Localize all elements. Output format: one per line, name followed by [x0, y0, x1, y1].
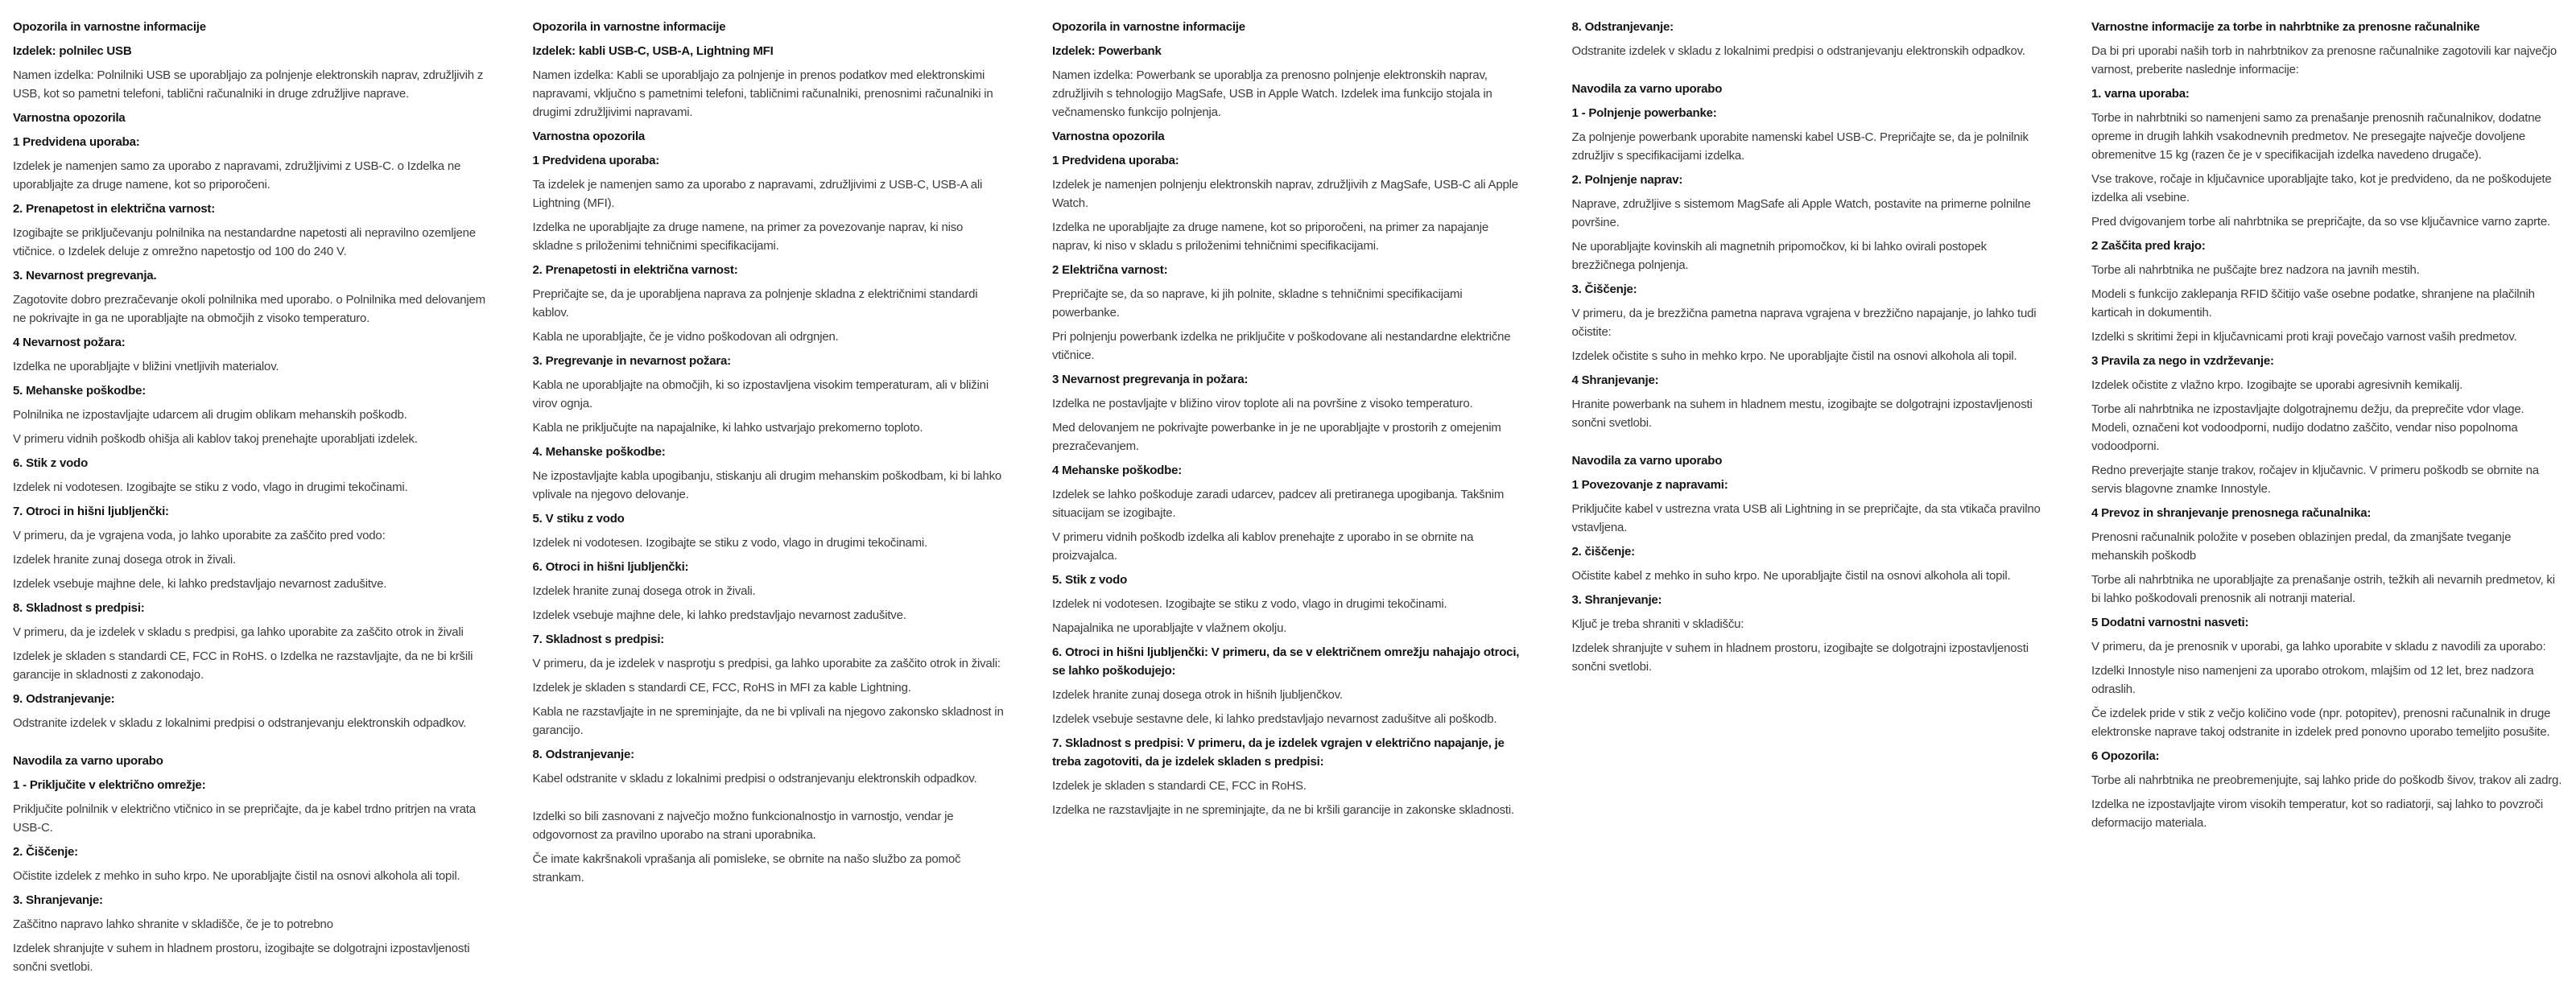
section-heading: 2. Polnjenje naprav: — [1571, 173, 1683, 187]
section-heading: 4 Shranjevanje: — [1571, 373, 1659, 387]
paragraph: Namen izdelka: Powerbank se uporablja za prenosno polnjenje elektronskih naprav, združljivih s tehnologijo MagSafe, USB in Apple Watch. Izdelek ima funkcijo stojala in večnamensko funkcijo polnjenja. — [1052, 68, 1492, 119]
paragraph: Izdelek je namenjen samo za uporabo z napravami, združljivimi z USB-C. o Izdelka ne uporabljajte za druge namene, kot so priporočeni. — [13, 159, 461, 192]
paragraph: Izdelka ne uporabljajte za druge namene, na primer za povezovanje naprav, ki niso skladne s priloženimi tehničnimi specifikacijami. — [532, 221, 964, 253]
section-heading: 1 - Polnjenje powerbanke: — [1571, 106, 1717, 120]
paragraph: Izdelka ne razstavljajte in ne spreminjajte, da ne bi kršili garancije in zakonske skladnosti. — [1052, 803, 1515, 817]
paragraph: Izdelek je skladen s standardi CE, FCC, RoHS in MFI za kable Lightning. — [532, 681, 911, 695]
text-column-3 — [1052, 18, 1525, 982]
paragraph: Naprave, združljive s sistemom MagSafe ali Apple Watch, postavite na primerne polnilne površine. — [1571, 197, 2031, 229]
section-heading: 3. Čiščenje: — [1571, 282, 1637, 296]
section-heading: 4 Mehanske poškodbe: — [1052, 464, 1183, 477]
section-heading: Navodila za varno uporabo — [13, 754, 163, 768]
section-heading: Opozorila in varnostne informacije — [532, 20, 726, 34]
section-heading: 4 Nevarnost požara: — [13, 336, 126, 349]
paragraph: Izdelek shranjujte v suhem in hladnem prostoru, izogibajte se dolgotrajni izpostavljenosti sončni svetlobi. — [13, 942, 470, 974]
section-heading: 5 Dodatni varnostni nasveti: — [2091, 616, 2249, 629]
paragraph: Prenosni računalnik položite v poseben oblazinjen predal, da zmanjšate tveganje mehanskih poškodb — [2091, 530, 2512, 563]
paragraph: Izdelek hranite zunaj dosega otrok in živali. — [532, 584, 756, 598]
paragraph: Izdelki Innostyle niso namenjeni za uporabo otrokom, mlajšim od 12 let, brez nadzora odraslih. — [2091, 664, 2534, 696]
paragraph: Kabla ne razstavljajte in ne spreminjajte, da ne bi vplivali na njegovo zakonsko skladnost in garancijo. — [532, 705, 1004, 737]
text-column-1 — [13, 18, 486, 982]
section-heading: 2 Električna varnost: — [1052, 263, 1168, 277]
paragraph: Ta izdelek je namenjen samo za uporabo z napravami, združljivimi z USB-C, USB-A ali Lightning (MFI). — [532, 178, 983, 210]
paragraph: Priključite polnilnik v električno vtičnico in se prepričajte, da je kabel trdno pritrjen na vrata USB-C. — [13, 802, 476, 835]
paragraph: Vse trakove, ročaje in ključavnice uporabljajte tako, kot je predvideno, da ne poškodujete izdelka ali vsebine. — [2091, 172, 2552, 204]
section-heading: Opozorila in varnostne informacije — [13, 20, 206, 34]
paragraph: Ne izpostavljajte kabla upogibanju, stiskanju ali drugim mehanskim poškodbam, ki bi lahko vplivale na njegovo delovanje. — [532, 469, 1002, 501]
paragraph: V primeru, da je izdelek v skladu s predpisi, ga lahko uporabite za zaščito otrok in živali — [13, 625, 464, 639]
section-heading: 1 Predvidena uporaba: — [1052, 154, 1179, 167]
paragraph: Izdelki so bili zasnovani z največjo možno funkcionalnostjo in varnostjo, vendar je odgovornost za pravilno uporabo na strani uporabnika. — [532, 810, 954, 842]
section-heading: 2. Prenapetosti in električna varnost: — [532, 263, 738, 277]
paragraph: Kabel odstranite v skladu z lokalnimi predpisi o odstranjevanju elektronskih odpadkov. — [532, 772, 977, 785]
section-heading: 8. Odstranjevanje: — [532, 748, 634, 761]
section-heading: 5. Stik z vodo — [1052, 573, 1128, 587]
section-heading: 6 Opozorila: — [2091, 749, 2160, 763]
section-heading: Varnostna opozorila — [532, 130, 646, 143]
section-heading: 8. Skladnost s predpisi: — [13, 601, 145, 615]
section-heading: Navodila za varno uporabo — [1571, 454, 1723, 468]
section-heading: 1 Povezovanje z napravami: — [1571, 478, 1728, 492]
section-heading: 6. Stik z vodo — [13, 456, 89, 470]
paragraph: Za polnjenje powerbank uporabite namenski kabel USB-C. Prepričajte se, da je polnilnik združljiv s specifikacijami izdelka. — [1571, 130, 2029, 163]
paragraph: Prepričajte se, da so naprave, ki jih polnite, skladne s tehničnimi specifikacijami powerbanke. — [1052, 287, 1463, 320]
paragraph: Namen izdelka: Kabli se uporabljajo za polnjenje in prenos podatkov med elektronskimi napravami, vključno s pametnimi telefoni, tabličnimi računalniki, prenosnimi računalniki in drugimi združljivimi napravami. — [532, 68, 993, 119]
paragraph: Napajalnika ne uporabljajte v vlažnem okolju. — [1052, 621, 1287, 635]
paragraph: Zaščitno napravo lahko shranite v skladišče, če je to potrebno — [13, 917, 333, 931]
paragraph: Izdelek vsebuje sestavne dele, ki lahko predstavljajo nevarnost zadušitve ali poškodb. — [1052, 712, 1497, 726]
paragraph: Zagotovite dobro prezračevanje okoli polnilnika med uporabo. o Polnilnika med delovanjem ne pokrivajte in ga ne uporabljajte na območjih z visoko temperaturo. — [13, 293, 485, 325]
paragraph: Torbe ali nahrbtnika ne izpostavljajte dolgotrajnemu dežju, da preprečite vdor vlage. Modeli, označeni kot vodoodporni, nudijo dodatno zaščito, vendar niso popolnoma vodoodporni. — [2091, 402, 2524, 453]
paragraph: Če izdelek pride v stik z večjo količino vode (npr. potopitev), prenosni računalnik in druge elektronske naprave takoj odstranite in izdelek pred ponovno uporabo temeljito posušite. — [2091, 707, 2551, 739]
paragraph: Torbe in nahrbtniki so namenjeni samo za prenašanje prenosnih računalnikov, dodatne opreme in drugih lahkih vsakodnevnih predmetov. Ne presegajte največje dovoljene obremenitve 15 kg (razen če je v specifikacijah izdelka navedeno drugače). — [2091, 111, 2541, 162]
section-heading: 4. Mehanske poškodbe: — [532, 445, 666, 459]
section-heading: 4 Prevoz in shranjevanje prenosnega računalnika: — [2091, 506, 2372, 520]
paragraph: Izdelki s skritimi žepi in ključavnicami proti kraji povečajo varnost vaših predmetov. — [2091, 330, 2517, 344]
paragraph: Izdelka ne uporabljajte v bližini vnetljivih materialov. — [13, 360, 279, 373]
paragraph: Torbe ali nahrbtnika ne preobremenjujte, saj lahko pride do poškodb šivov, trakov ali zadrg. — [2091, 773, 2562, 787]
section-heading: 5. Mehanske poškodbe: — [13, 384, 147, 398]
paragraph: Namen izdelka: Polnilniki USB se uporabljajo za polnjenje elektronskih naprav, združljivih z USB, kot so pametni telefoni, tablični računalniki in druge združljive naprave. — [13, 68, 484, 101]
paragraph: Kabla ne priključujte na napajalnike, ki lahko ustvarjajo prekomerno toploto. — [532, 421, 923, 435]
paragraph: Prepričajte se, da je uporabljena naprava za polnjenje skladna z električnimi standardi kablov. — [532, 287, 978, 320]
section-heading: Varnostna opozorila — [1052, 130, 1165, 143]
paragraph: Redno preverjajte stanje trakov, ročajev in ključavnic. V primeru poškodb se obrnite na servis blagovne znamke Innostyle. — [2091, 464, 2539, 496]
paragraph: Očistite kabel z mehko in suho krpo. Ne uporabljajte čistil na osnovi alkohola ali topil. — [1571, 569, 2011, 583]
paragraph: V primeru, da je izdelek v nasprotju s predpisi, ga lahko uporabite za zaščito otrok in živali: — [532, 657, 1001, 670]
paragraph: Izdelek se lahko poškoduje zaradi udarcev, padcev ali pretiranega upogibanja. Takšnim situacijam se izogibajte. — [1052, 488, 1505, 520]
section-heading: 2. Čiščenje: — [13, 845, 78, 859]
section-heading: 9. Odstranjevanje: — [13, 692, 115, 706]
paragraph: V primeru vidnih poškodb izdelka ali kablov prenehajte z uporabo in se obrnite na proizvajalca. — [1052, 530, 1474, 563]
text-column-5 — [2091, 18, 2565, 982]
paragraph: Če imate kakršnakoli vprašanja ali pomisleke, se obrnite na našo službo za pomoč strankam. — [532, 852, 961, 884]
section-heading: Navodila za varno uporabo — [1571, 82, 1723, 96]
paragraph: Odstranite izdelek v skladu z lokalnimi predpisi o odstranjevanju elektronskih odpadkov. — [13, 716, 467, 730]
paragraph: Izdelek vsebuje majhne dele, ki lahko predstavljajo nevarnost zadušitve. — [13, 577, 387, 591]
paragraph: Pri polnjenju powerbank izdelka ne priključite v poškodovane ali nestandardne električne vtičnice. — [1052, 330, 1511, 362]
section-heading: 1. varna uporaba: — [2091, 87, 2190, 101]
paragraph: Izdelek je skladen s standardi CE, FCC in RoHS. o Izdelka ne razstavljajte, da ne bi kršili garancije in skladnosti z zakonodajo. — [13, 649, 473, 682]
paragraph: Izogibajte se priključevanju polnilnika na nestandardne napetosti ali nepravilno ozemljene vtičnice. o Izdelek deluje z omrežno napetostjo od 100 do 240 V. — [13, 226, 476, 258]
paragraph: Izdelek hranite zunaj dosega otrok in hišnih ljubljenčkov. — [1052, 688, 1343, 702]
paragraph: Torbe ali nahrbtnika ne puščajte brez nadzora na javnih mestih. — [2091, 263, 2420, 277]
section-heading: 1 - Priključite v električno omrežje: — [13, 778, 206, 792]
section-heading: 7. Skladnost s predpisi: V primeru, da je izdelek vgrajen v električno napajanje, je treba zagotoviti, da je izdelek skladen s predpisi: — [1052, 736, 1505, 769]
paragraph: Torbe ali nahrbtnika ne uporabljajte za prenašanje ostrih, težkih ali nevarnih predmetov, ki bi lahko poškodovali prenosnik ali notranji material. — [2091, 573, 2555, 605]
text-column-4 — [1572, 18, 2046, 982]
paragraph: Polnilnika ne izpostavljajte udarcem ali drugim oblikam mehanskih poškodb. — [13, 408, 407, 422]
section-heading: 6. Otroci in hišni ljubljenčki: V primeru, da se v električnem omrežju nahajajo otroci, se lahko poškodujejo: — [1052, 645, 1520, 678]
paragraph: Hranite powerbank na suhem in hladnem mestu, izogibajte se dolgotrajni izpostavljenosti sončni svetlobi. — [1571, 398, 2033, 430]
paragraph: Izdelka ne postavljajte v bližino virov toplote ali na površine z visoko temperaturo. — [1052, 397, 1473, 410]
section-heading: Izdelek: Powerbank — [1052, 44, 1162, 58]
paragraph: V primeru, da je prenosnik v uporabi, ga lahko uporabite v skladu z navodili za uporabo: — [2091, 640, 2546, 653]
paragraph: Kabla ne uporabljajte na območjih, ki so izpostavljena visokim temperaturam, ali v bližini virov ognja. — [532, 378, 989, 410]
paragraph: Izdelek ni vodotesen. Izogibajte se stiku z vodo, vlago in drugimi tekočinami. — [13, 480, 408, 494]
paragraph: Izdelek očistite s suho in mehko krpo. Ne uporabljajte čistil na osnovi alkohola ali topil. — [1571, 349, 2017, 363]
paragraph: Ključ je treba shraniti v skladišču: — [1571, 617, 1744, 631]
paragraph: Kabla ne uporabljajte, če je vidno poškodovan ali odrgnjen. — [532, 330, 839, 344]
section-heading: 8. Odstranjevanje: — [1571, 20, 1674, 34]
paragraph: V primeru, da je brezžična pametna naprava vgrajena v brezžično napajanje, jo lahko tudi očistite: — [1571, 307, 2037, 339]
section-heading: 5. V stiku z vodo — [532, 512, 625, 526]
section-heading: Izdelek: kabli USB-C, USB-A, Lightning MFI — [532, 44, 774, 58]
section-heading: 2. čiščenje: — [1571, 545, 1635, 559]
paragraph: Izdelka ne uporabljajte za druge namene, kot so priporočeni, na primer za napajanje naprav, ki niso v skladu s priloženimi tehničnimi specifikacijami. — [1052, 221, 1489, 253]
section-heading: 7. Skladnost s predpisi: — [532, 633, 665, 646]
paragraph: Med delovanjem ne pokrivajte powerbanke in je ne uporabljajte v prostorih z omejenim prezračevanjem. — [1052, 421, 1501, 453]
paragraph: Izdelek je skladen s standardi CE, FCC in RoHS. — [1052, 779, 1307, 793]
section-heading: 1 Predvidena uporaba: — [532, 154, 660, 167]
paragraph: Da bi pri uporabi naših torb in nahrbtnikov za prenosne računalnike zagotovili kar največjo varnost, preberite naslednje informacije: — [2091, 44, 2557, 76]
section-heading: 7. Otroci in hišni ljubljenčki: — [13, 505, 169, 518]
section-heading: Opozorila in varnostne informacije — [1052, 20, 1245, 34]
paragraph: Izdelek je namenjen polnjenju elektronskih naprav, združljivih z MagSafe, USB-C ali Apple Watch. — [1052, 178, 1518, 210]
paragraph: Pred dvigovanjem torbe ali nahrbtnika se prepričajte, da so vse ključavnice varno zaprte. — [2091, 215, 2551, 229]
paragraph: Izdelek vsebuje majhne dele, ki lahko predstavljajo nevarnost zadušitve. — [532, 608, 906, 622]
paragraph: Modeli s funkcijo zaklepanja RFID ščitijo vaše osebne podatke, shranjene na plačilnih karticah in dokumentih. — [2091, 287, 2535, 320]
paragraph: Izdelka ne izpostavljajte virom visokih temperatur, kot so radiatorji, saj lahko to povzroči deformacijo materiala. — [2091, 798, 2544, 830]
paragraph: Očistite izdelek z mehko in suho krpo. Ne uporabljajte čistil na osnovi alkohola ali topil. — [13, 869, 460, 883]
text-column-2 — [533, 18, 1006, 982]
section-heading: Izdelek: polnilec USB — [13, 44, 132, 58]
paragraph: Izdelek hranite zunaj dosega otrok in živali. — [13, 553, 236, 567]
paragraph: Izdelek shranjujte v suhem in hladnem prostoru, izogibajte se dolgotrajni izpostavljenosti sončni svetlobi. — [1571, 641, 2029, 674]
section-heading: 2. Prenapetost in električna varnost: — [13, 202, 216, 216]
paragraph: Izdelek očistite z vlažno krpo. Izogibajte se uporabi agresivnih kemikalij. — [2091, 378, 2463, 392]
paragraph: Odstranite izdelek v skladu z lokalnimi predpisi o odstranjevanju elektronskih odpadkov. — [1571, 44, 2025, 58]
section-heading: 3. Shranjevanje: — [13, 893, 103, 907]
section-heading: Varnostna opozorila — [13, 111, 126, 125]
section-heading: 3. Shranjevanje: — [1571, 593, 1662, 607]
paragraph: Izdelek ni vodotesen. Izogibajte se stiku z vodo, vlago in drugimi tekočinami. — [532, 536, 928, 550]
section-heading: 3. Nevarnost pregrevanja. — [13, 269, 157, 282]
paragraph: Izdelek ni vodotesen. Izogibajte se stiku z vodo, vlago in drugimi tekočinami. — [1052, 597, 1447, 611]
section-heading: 6. Otroci in hišni ljubljenčki: — [532, 560, 689, 574]
section-heading: Varnostne informacije za torbe in nahrbtnike za prenosne računalnike — [2091, 20, 2480, 34]
section-heading: 1 Predvidena uporaba: — [13, 135, 140, 149]
paragraph: Priključite kabel v ustrezna vrata USB ali Lightning in se prepričajte, da sta vtikača pravilno vstavljena. — [1571, 502, 2041, 534]
section-heading: 3 Nevarnost pregrevanja in požara: — [1052, 373, 1249, 386]
section-heading: 3 Pravila za nego in vzdrževanje: — [2091, 354, 2274, 368]
paragraph: V primeru vidnih poškodb ohišja ali kablov takoj prenehajte uporabljati izdelek. — [13, 432, 418, 446]
paragraph: Ne uporabljajte kovinskih ali magnetnih pripomočkov, ki bi lahko ovirali postopek brezžičnega polnjenja. — [1571, 240, 1987, 272]
section-heading: 2 Zaščita pred krajo: — [2091, 239, 2206, 253]
paragraph: V primeru, da je vgrajena voda, jo lahko uporabite za zaščito pred vodo: — [13, 529, 386, 542]
section-heading: 3. Pregrevanje in nevarnost požara: — [532, 354, 731, 368]
